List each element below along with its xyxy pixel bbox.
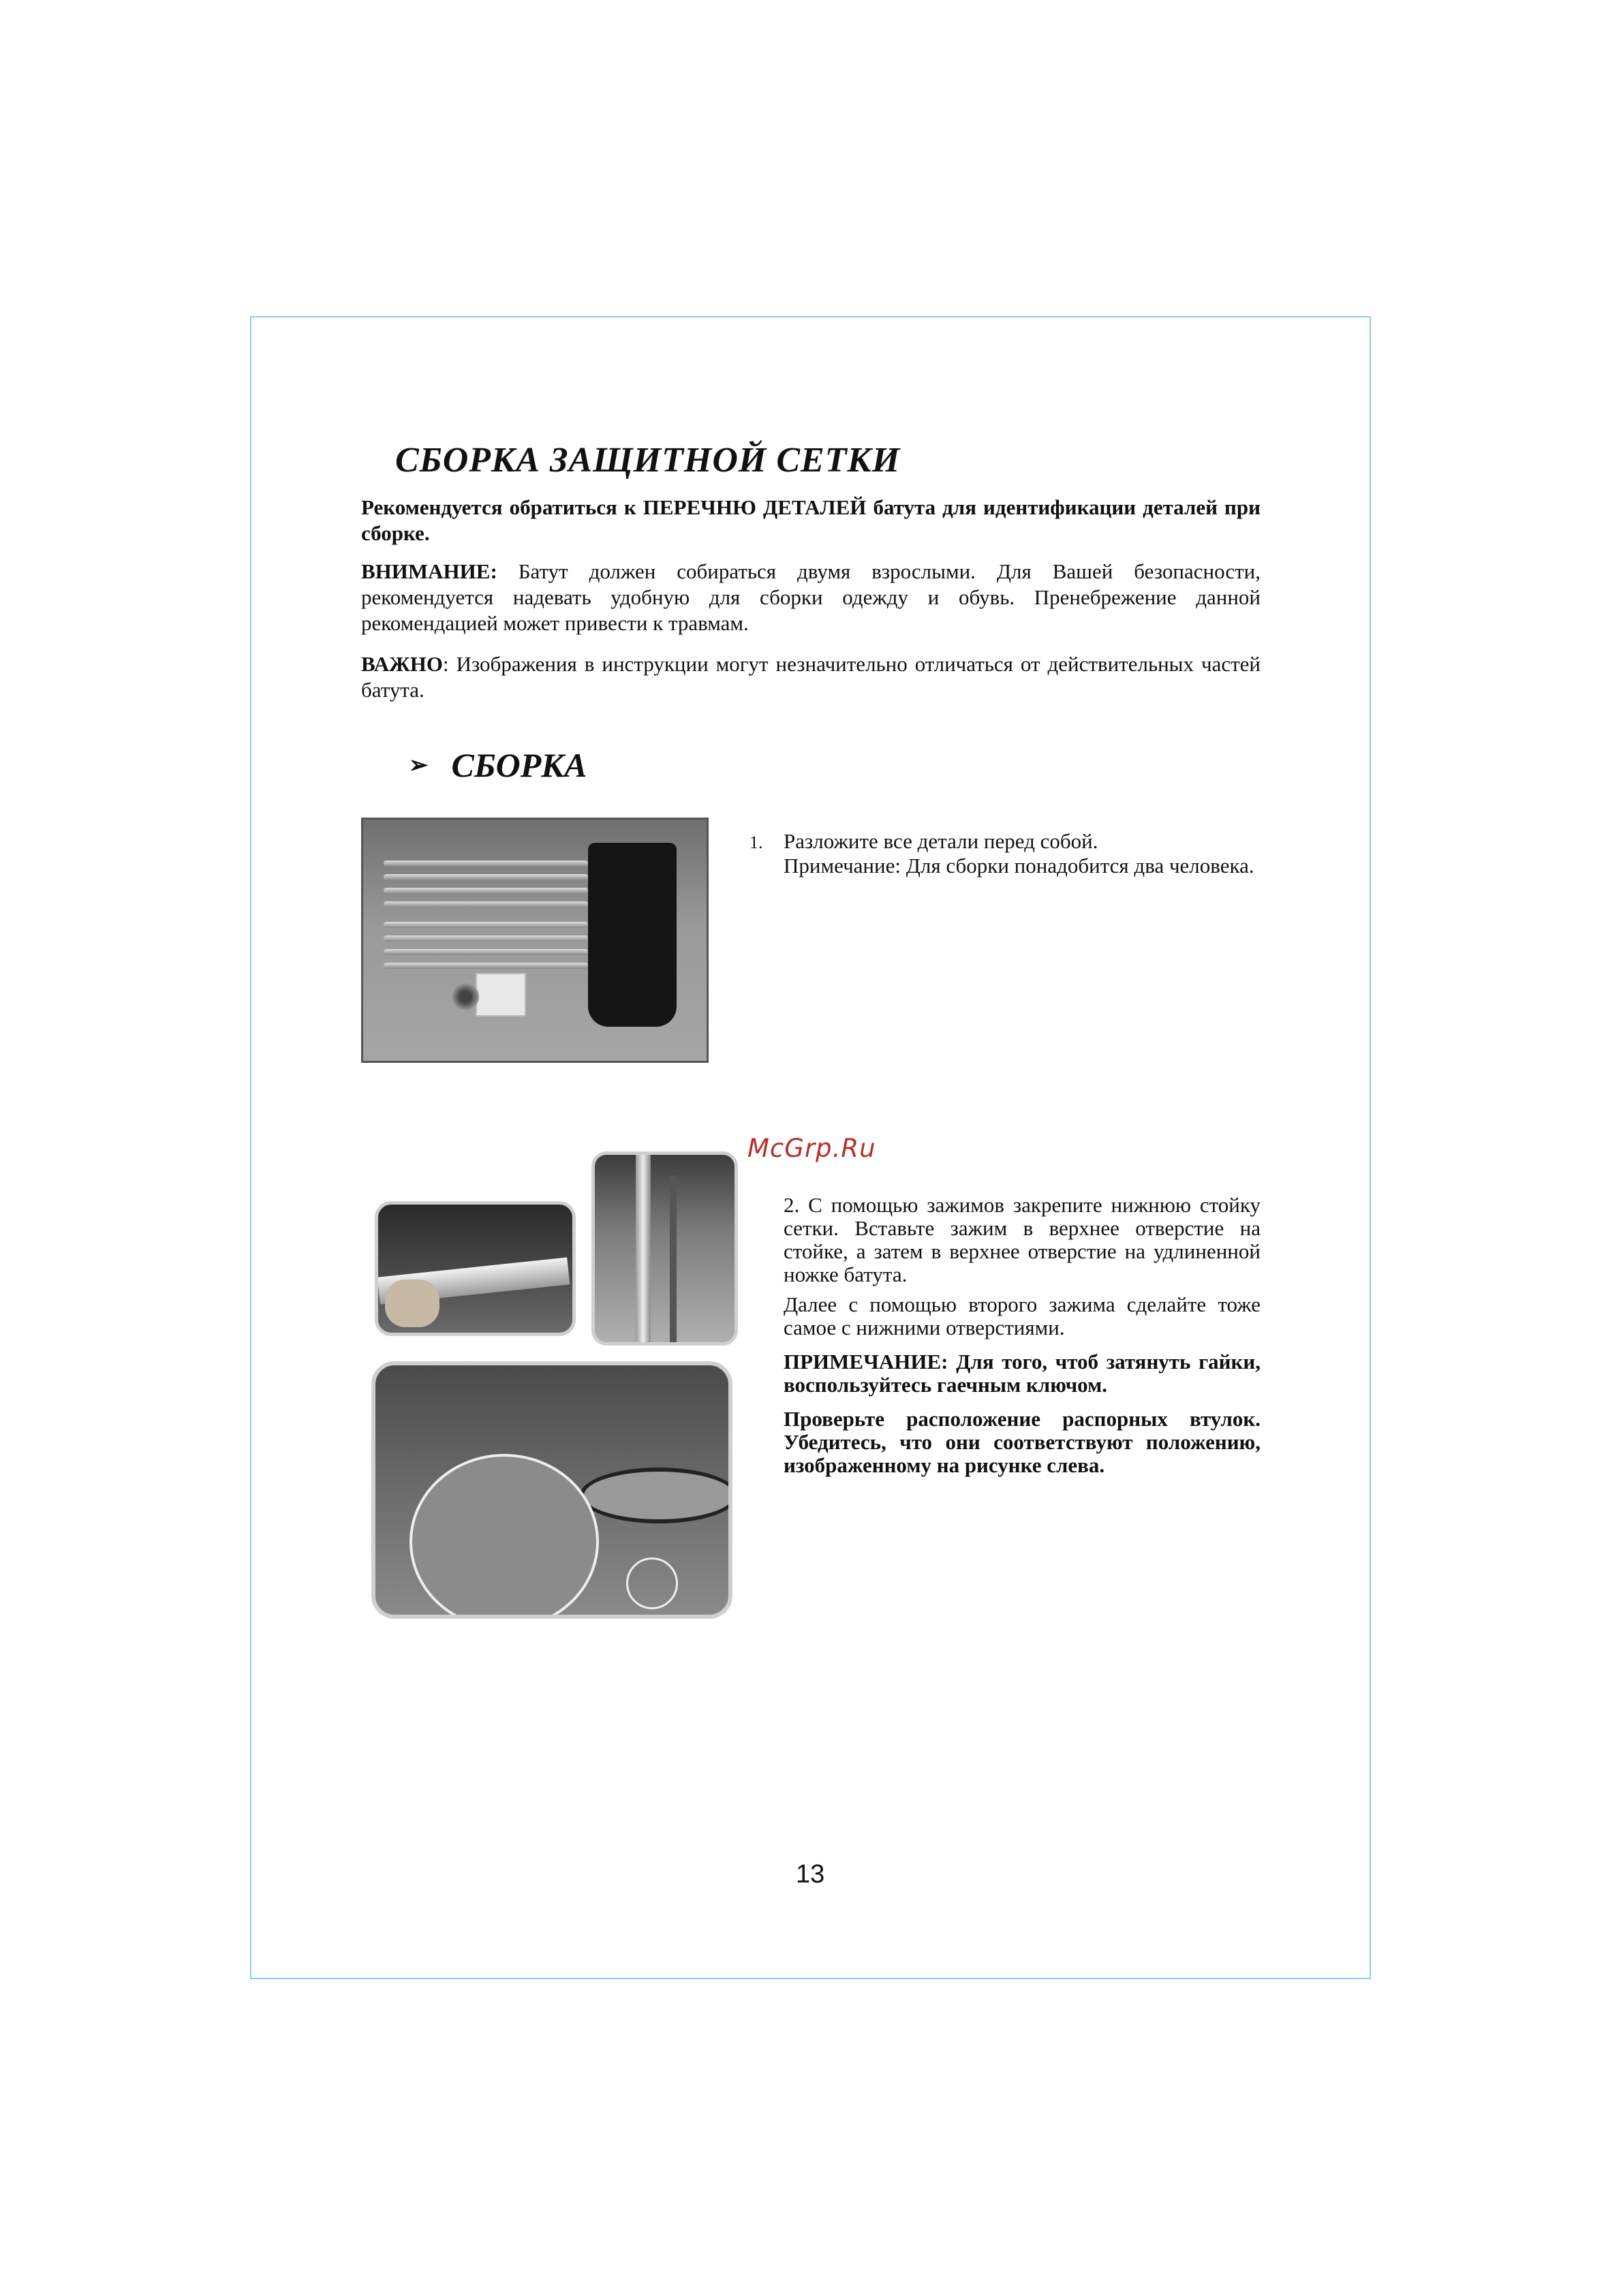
hardware-parts	[452, 983, 479, 1010]
page-title: СБОРКА ЗАЩИТНОЙ СЕТКИ	[395, 441, 901, 480]
page-number: 13	[796, 1860, 825, 1889]
section-title: СБОРКА	[451, 746, 587, 784]
intro-recommendation: Рекомендуется обратиться к ПЕРЕЧНЮ ДЕТАЛЕЙ батута для идентификации деталей при сборке.	[361, 495, 1261, 545]
step-1-note: Примечание: Для сборки понадобится два человека.	[784, 854, 1254, 878]
pole-attach-photo	[591, 1151, 738, 1346]
step-2-note: ПРИМЕЧАНИЕ: Для того, чтоб затянуть гайки, воспользуйтесь гаечным ключом.	[784, 1350, 1261, 1397]
vertical-pole	[636, 1155, 651, 1346]
parts-laid-out-photo	[361, 818, 709, 1063]
intro-warning	[361, 559, 1261, 636]
zoom-circle	[409, 1454, 599, 1619]
watermark: McGrp.Ru	[747, 1134, 876, 1163]
warning-label: ВНИМАНИЕ:	[361, 559, 497, 583]
step-2-text: 2. С помощью зажимов закрепите нижнюю стойку сетки. Вставьте зажим в верхнее отверстие на стойке, а затем в верхнее отверстие на удлиненной ножке батута.	[784, 1193, 1261, 1286]
important-label: ВАЖНО	[361, 652, 443, 676]
section-heading	[409, 745, 587, 785]
intro-important	[361, 651, 1261, 703]
step-1-number: 1.	[749, 833, 763, 852]
detail-circle	[626, 1557, 678, 1609]
trampoline	[580, 1468, 732, 1523]
spacer-check-photo	[371, 1361, 732, 1619]
warning-text: Батут должен собираться двумя взрослыми. Для Вашей безопасности, рекомендуется надевать удобную для сборки одежду и обувь. Пренебрежение данной рекомендацией может привести к травмам.	[361, 559, 1261, 635]
instruction-sheet	[476, 973, 526, 1017]
hand	[385, 1279, 439, 1327]
arrow-bullet-icon: ➢	[409, 753, 429, 778]
step-2-check: Проверьте расположение распорных втулок. Убедитесь, что они соответствуют положению, изображенному на рисунке слева.	[784, 1407, 1261, 1477]
important-text: : Изображения в инструкции могут незначительно отличаться от действительных частей батута.	[361, 652, 1261, 702]
step-1-text: Разложите все детали перед собой.	[784, 829, 1098, 853]
step-2-bottom-holes: Далее с помощью второго зажима сделайте тоже самое с нижними отверстиями.	[784, 1292, 1261, 1339]
trampoline-leg	[670, 1175, 677, 1346]
step-1	[749, 830, 1261, 878]
clamp-insert-photo	[375, 1201, 576, 1336]
safety-net	[588, 843, 677, 1027]
